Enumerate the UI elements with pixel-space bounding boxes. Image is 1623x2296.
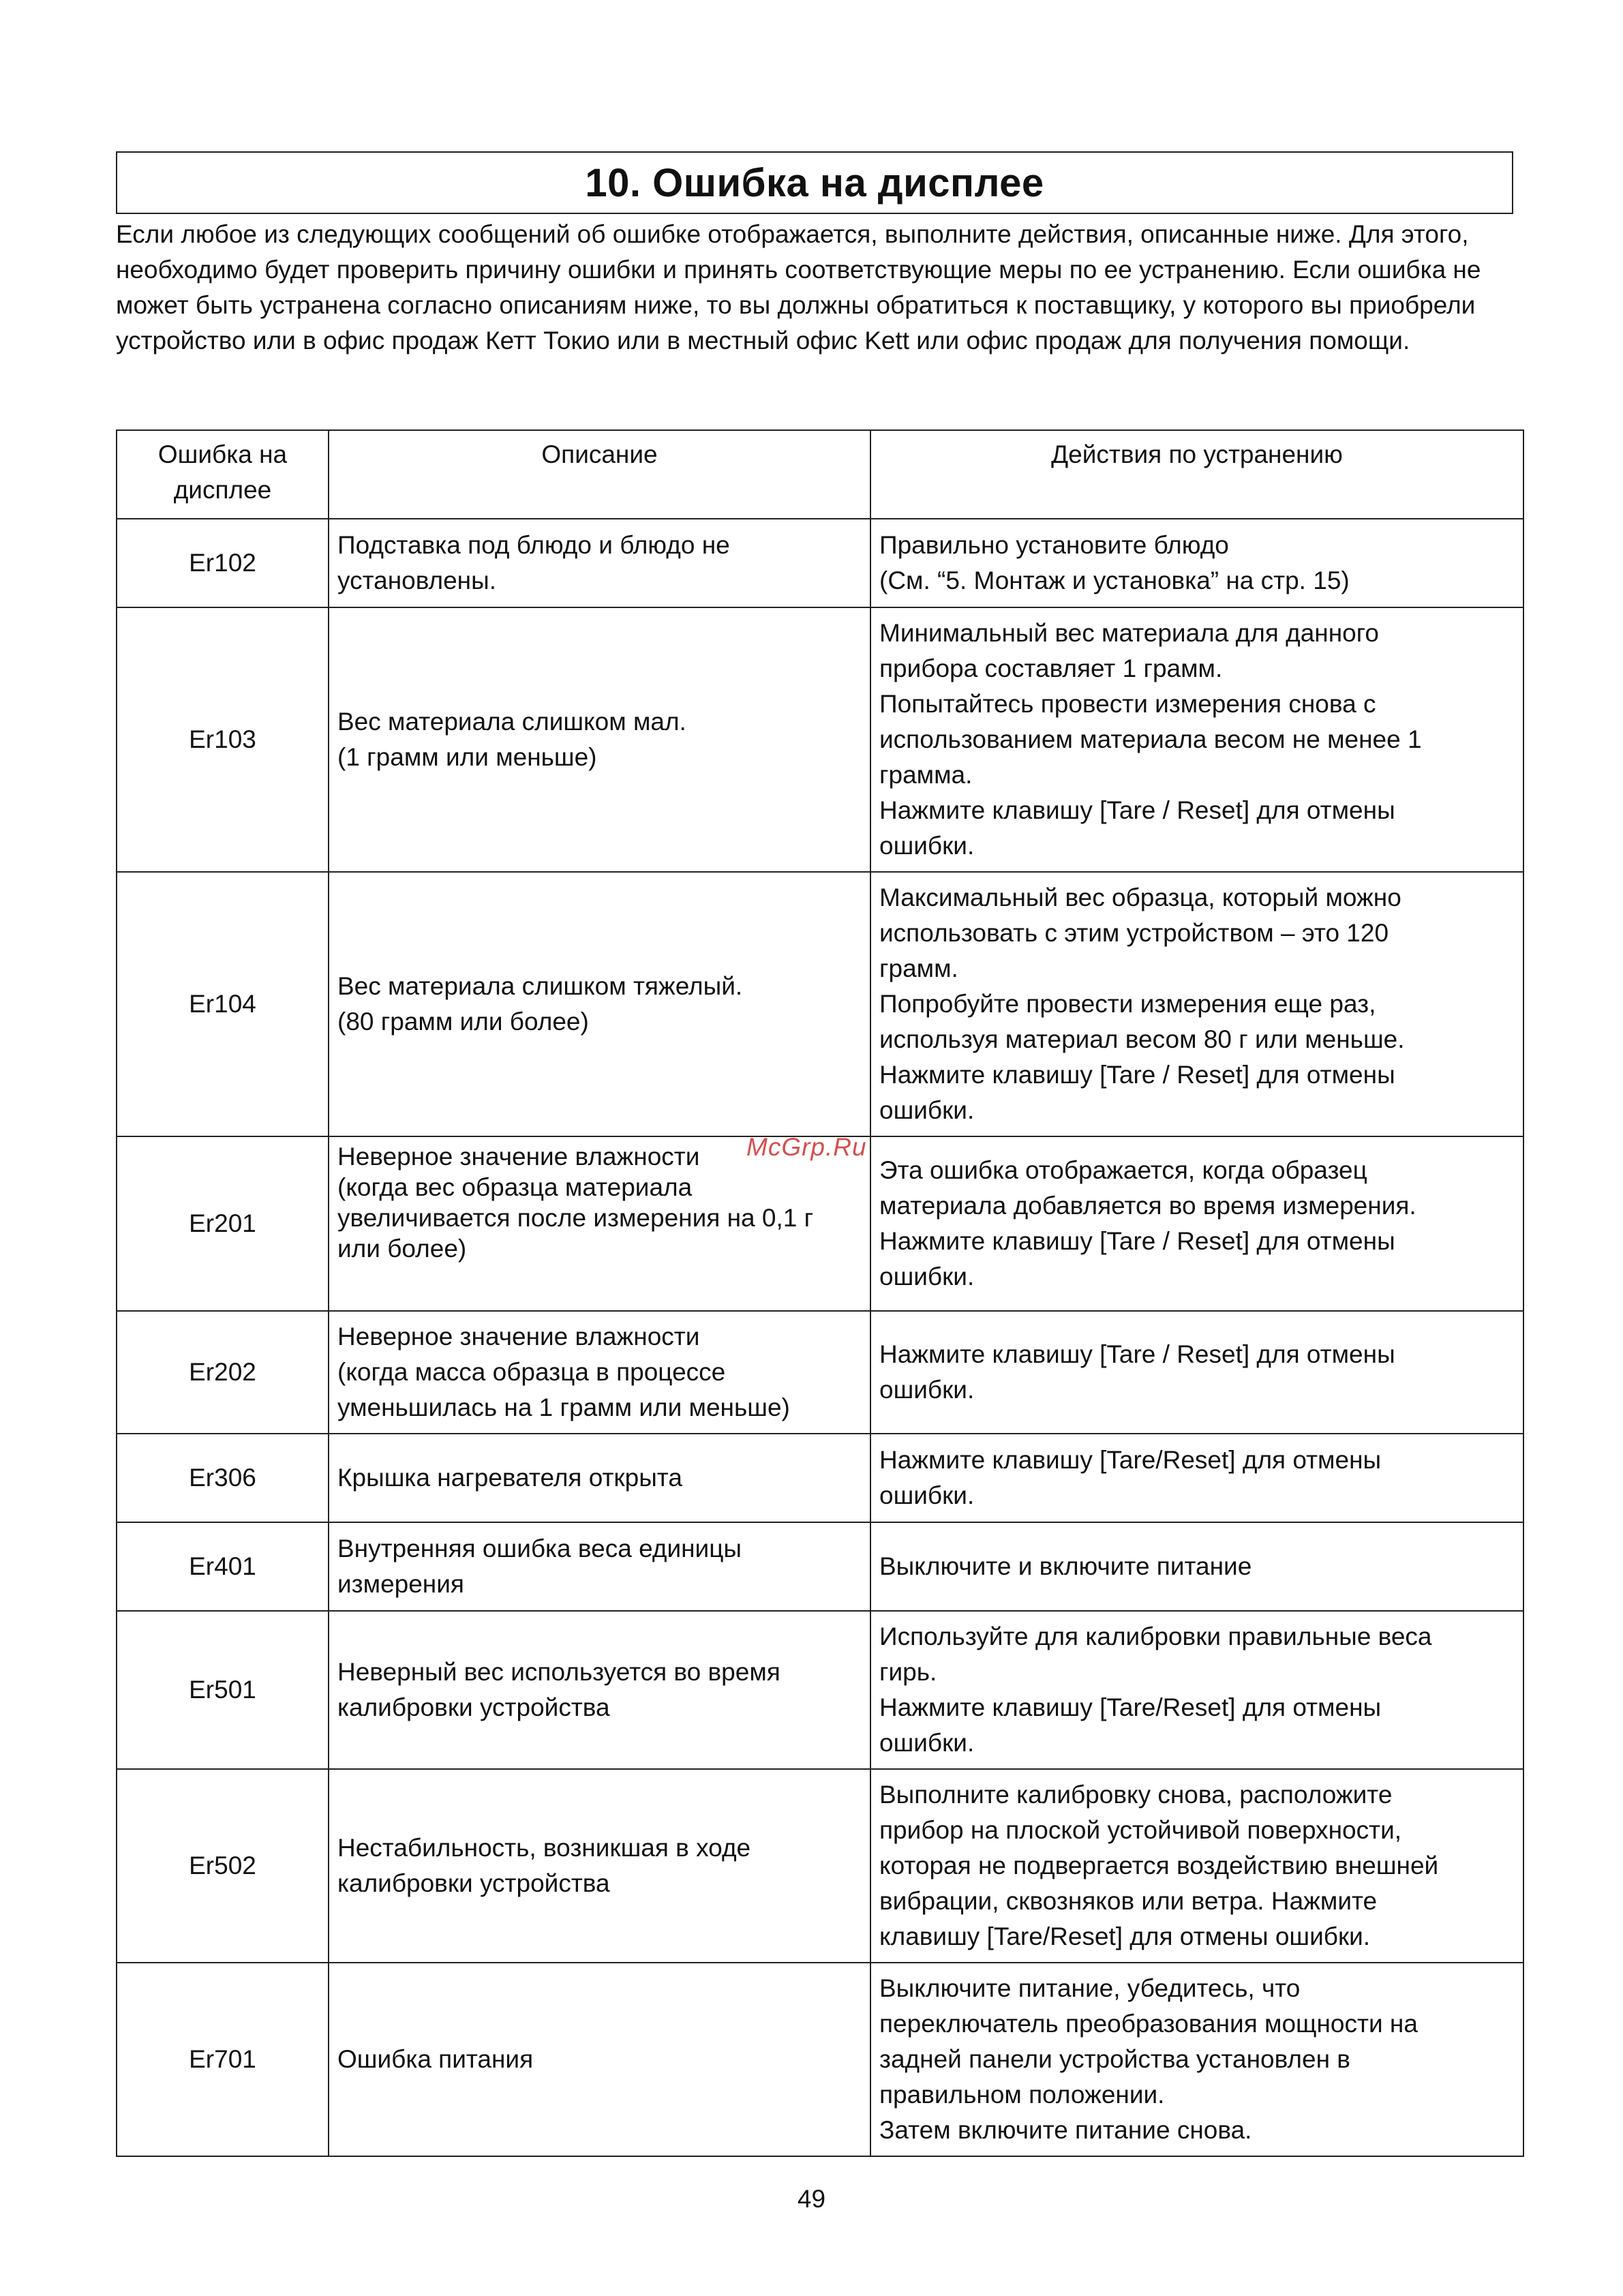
action-cell: Выполните калибровку снова, расположите прибор на плоской устойчивой поверхности, которая не подвергается воздействию внешней вибрации, сквозняков или ветра. Нажмите клавишу [Tare/Reset] для отмены ошибки. [870, 1769, 1523, 1963]
action-cell: Правильно установите блюдо (См. “5. Монтаж и установка” на стр. 15) [870, 519, 1523, 607]
table-row [117, 872, 1523, 1136]
description-cell: Крышка нагревателя открыта [329, 1434, 870, 1522]
table-row [117, 1963, 1523, 2156]
action-cell: Минимальный вес материала для данного прибора составляет 1 грамм. Попытайтесь провести измерения снова с использованием материала весом не менее 1 грамма. Нажмите клавишу [Tare / Reset] для отмены ошибки. [870, 607, 1523, 872]
description-cell: Неверное значение влажности (когда вес образца материала увеличивается после измерения на 0,1 г или более) [329, 1136, 870, 1311]
error-code-cell: Er502 [117, 1769, 329, 1963]
description-cell: Неверный вес используется во время калибровки устройства [329, 1611, 870, 1769]
error-code-cell: Er401 [117, 1522, 329, 1611]
intro-paragraph: Если любое из следующих сообщений об ошибке отображается, выполните действия, описанные ниже. Для этого, необходимо будет проверить причину ошибки и принять соответствующие меры по ее устранению. Если ошибка не может быть устранена согласно описаниям ниже, то вы должны обратиться к поставщику, у которого вы приобрели устройство или в офис продаж Кетт Токио или в местный офис Kett или офис продаж для получения помощи. [116, 220, 1481, 354]
description-cell: Неверное значение влажности (когда масса образца в процессе уменьшилась на 1 грамм или меньше) [329, 1311, 870, 1434]
section-title: 10. Ошибка на дисплее [585, 160, 1044, 205]
header-error-code: Ошибка на дисплее [117, 430, 329, 519]
table-row [117, 1136, 1523, 1311]
error-code-cell: Er306 [117, 1434, 329, 1522]
description-cell: Вес материала слишком мал. (1 грамм или меньше) [329, 607, 870, 872]
table-row [117, 1311, 1523, 1434]
header-action: Действия по устранению [870, 430, 1523, 519]
page-number: 49 [797, 2185, 826, 2213]
action-cell: Эта ошибка отображается, когда образец материала добавляется во время измерения. Нажмите клавишу [Tare / Reset] для отмены ошибки. [870, 1136, 1523, 1311]
action-cell: Выключите питание, убедитесь, что переключатель преобразования мощности на задней панели устройства установлен в правильном положении. Затем включите питание снова. [870, 1963, 1523, 2156]
table-row [117, 1522, 1523, 1611]
action-cell: Нажмите клавишу [Tare/Reset] для отмены ошибки. [870, 1434, 1523, 1522]
error-code-cell: Er501 [117, 1611, 329, 1769]
error-code-cell: Er202 [117, 1311, 329, 1434]
error-code-cell: Er701 [117, 1963, 329, 2156]
table-row [117, 1611, 1523, 1769]
description-cell: Вес материала слишком тяжелый. (80 грамм или более) [329, 872, 870, 1136]
table-row [117, 1769, 1523, 1963]
table-row [117, 519, 1523, 607]
error-code-cell: Er103 [117, 607, 329, 872]
description-cell: Ошибка питания [329, 1963, 870, 2156]
table-header-row [117, 430, 1523, 519]
section-title-box [116, 151, 1513, 214]
header-description: Описание [329, 430, 870, 519]
error-table [116, 429, 1524, 2157]
action-cell: Используйте для калибровки правильные веса гирь. Нажмите клавишу [Tare/Reset] для отмены ошибки. [870, 1611, 1523, 1769]
error-code-cell: Er104 [117, 872, 329, 1136]
error-code-cell: Er102 [117, 519, 329, 607]
description-cell: Подставка под блюдо и блюдо не установлены. [329, 519, 870, 607]
error-code-cell: Er201 [117, 1136, 329, 1311]
table-row [117, 607, 1523, 872]
watermark: McGrp.Ru [746, 1133, 867, 1161]
action-cell: Выключите и включите питание [870, 1522, 1523, 1611]
description-cell: Внутренняя ошибка веса единицы измерения [329, 1522, 870, 1611]
action-cell: Нажмите клавишу [Tare / Reset] для отмены ошибки. [870, 1311, 1523, 1434]
table-row [117, 1434, 1523, 1522]
action-cell: Максимальный вес образца, который можно использовать с этим устройством – это 120 грамм. Попробуйте провести измерения еще раз, используя материал весом 80 г или меньше. Нажмите клавишу [Tare / Reset] для отмены ошибки. [870, 872, 1523, 1136]
description-cell: Нестабильность, возникшая в ходе калибровки устройства [329, 1769, 870, 1963]
